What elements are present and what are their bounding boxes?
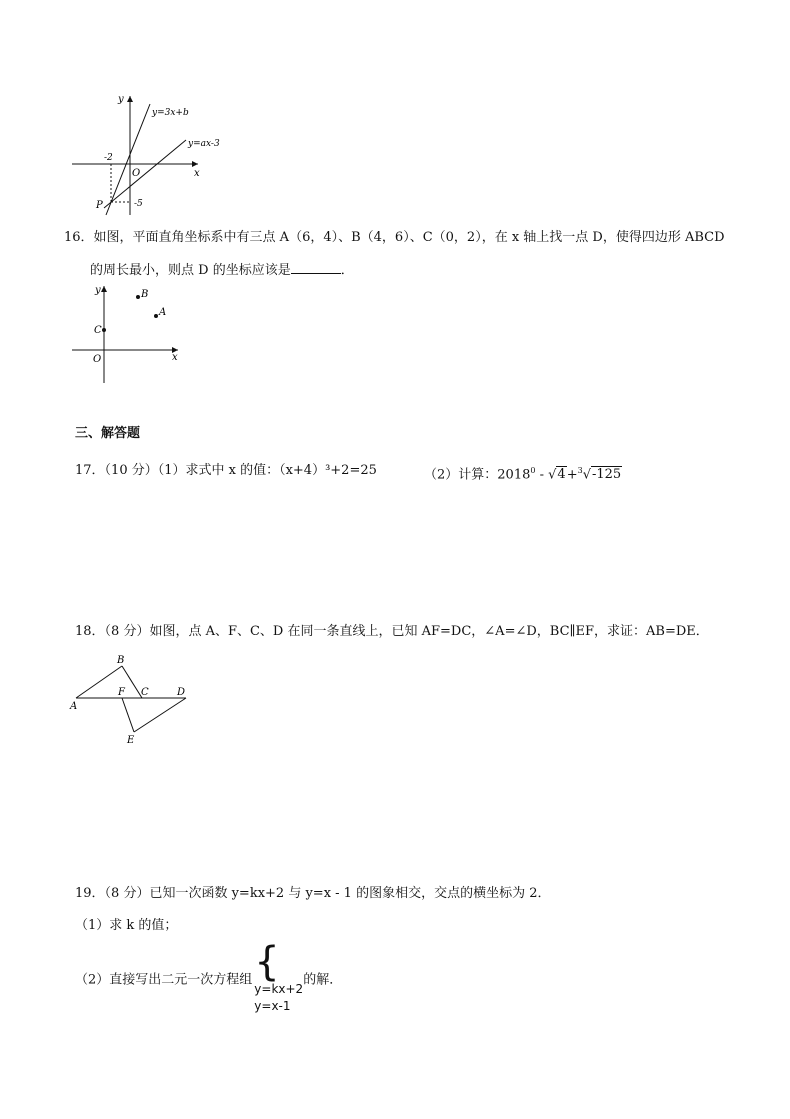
q17-sqrt-arg: 4 (557, 467, 566, 483)
q17-part1: 17．（10 分）（1）求式中 x 的值：（x+4）³+2=25 (75, 463, 377, 478)
q15-graph (68, 90, 228, 220)
sqrt-symbol-icon: √ (548, 467, 557, 483)
q17-part2 (424, 463, 622, 483)
q15-y-label: y (118, 94, 124, 105)
q16-line2-start: 的周长最小，则点 D 的坐标应该是 (90, 263, 291, 278)
q19-part1: （1）求 k 的值； (75, 918, 178, 933)
q19-part2-prefix: （2）直接写出二元一次方程组 (75, 972, 253, 988)
q16-origin-label: O (93, 354, 102, 365)
q16-point-a (154, 314, 158, 318)
q16-b-label: B (141, 289, 149, 300)
q18-label-b: B (117, 655, 125, 666)
q18-label-f: F (118, 687, 125, 698)
q17-part2-prefix: （2）计算：2018 (424, 467, 531, 483)
q16-line1: 16．如图，平面直角坐标系中有三点 A（6，4）、B（4，6）、C（0，2），在 x 轴上找一点 D，使得四边形 ABCD (64, 230, 725, 245)
q15-line2-label: y=ax-3 (188, 139, 220, 149)
q15-point-p: P (96, 200, 103, 211)
q16-line2-end: ． (340, 263, 354, 278)
q18-text: 18．（8 分）如图，点 A、F、C、D 在同一条直线上，已知 AF=DC，∠A=∠D，BC∥EF，求证：AB=DE． (75, 624, 709, 639)
q18-label-e: E (127, 735, 135, 746)
q18-figure (68, 652, 190, 746)
q15-line1-label: y=3x+b (152, 108, 189, 118)
q18-label-a: A (70, 701, 78, 712)
q17-plus: + (566, 467, 578, 483)
q16-line2 (90, 261, 354, 279)
q19-part2 (75, 939, 343, 1015)
q16-point-c (102, 328, 106, 332)
q19-part2-suffix: 的解． (303, 972, 343, 988)
q15-x-label: x (194, 168, 200, 179)
q16-point-b (136, 295, 140, 299)
q18-label-c: C (141, 687, 149, 698)
q16-answer-blank[interactable] (291, 261, 341, 274)
q17-cbrt-arg: -125 (592, 467, 622, 483)
q16-c-label: C (94, 325, 102, 336)
q19-eq2: y=x-1 (254, 999, 291, 1013)
q17-minus: - (535, 467, 549, 483)
left-brace-icon: { (254, 939, 280, 985)
section3-title: 三、解答题 (75, 426, 141, 441)
q19-equation-system (254, 939, 304, 1015)
q19-eq1: y=kx+2 (254, 982, 304, 996)
q16-x-label: x (172, 352, 178, 363)
q16-a-label: A (159, 307, 167, 318)
q17-exp0: 0 (530, 466, 536, 475)
q16-graph (68, 283, 188, 385)
q15-tick-y: -5 (134, 199, 143, 209)
q19-text: 19．（8 分）已知一次函数 y=kx+2 与 y=x - 1 的图象相交，交点的横坐标为 2． (75, 886, 551, 901)
q18-label-d: D (177, 687, 186, 698)
q17-cbrt-index: 3 (577, 466, 583, 475)
q15-origin-label: O (132, 168, 141, 179)
q16-y-label: y (95, 285, 101, 296)
q15-tick-x: -2 (104, 153, 113, 163)
cbrt-symbol-icon: √ (582, 467, 591, 483)
